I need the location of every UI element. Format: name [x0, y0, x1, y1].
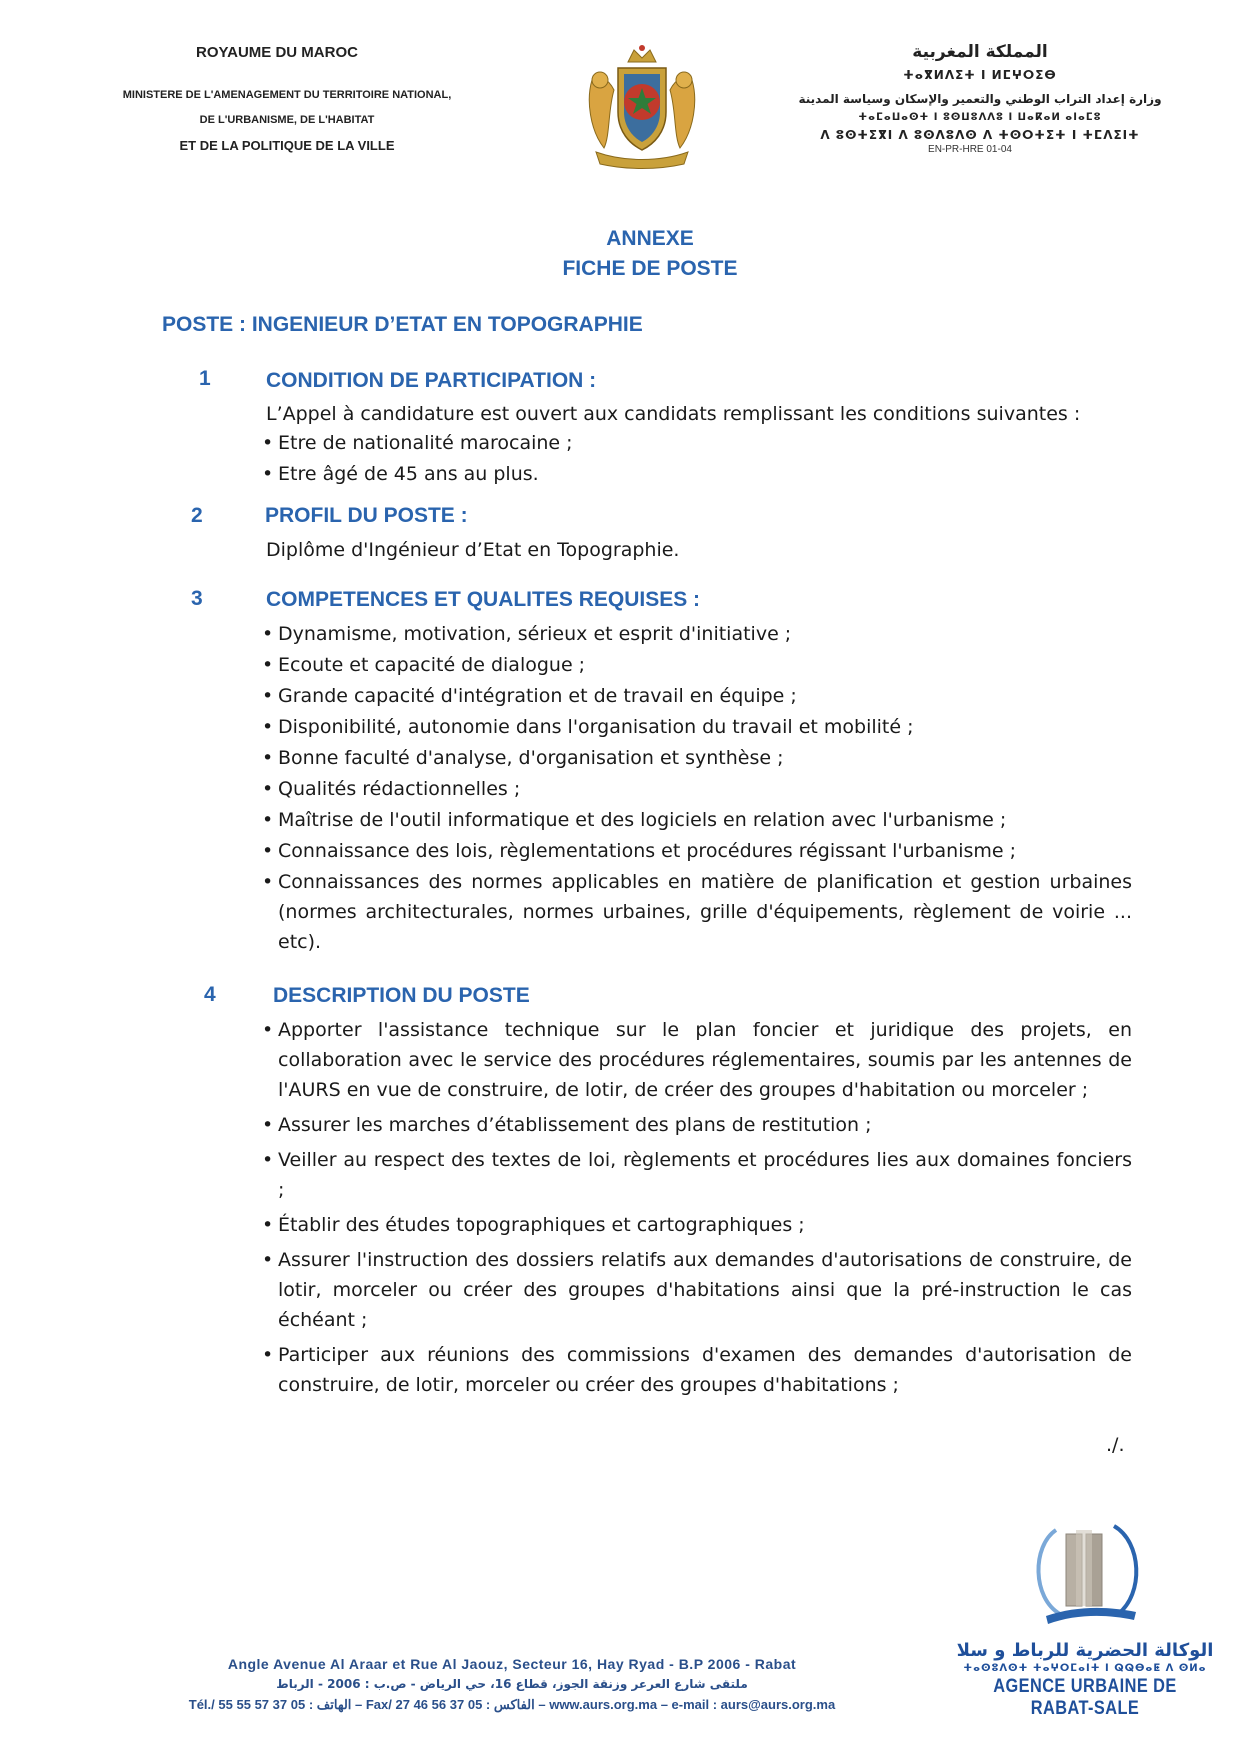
section-2-title: PROFIL DU POSTE : — [265, 504, 468, 527]
list-item: • Etre âgé de 45 ans au plus. — [262, 459, 1132, 489]
fiche-title: FICHE DE POSTE — [562, 257, 738, 280]
agency-logo-icon — [1026, 1516, 1146, 1628]
footer-address-fr: Angle Avenue Al Araar et Rue Al Jaouz, Secteur 16, Hay Ryad - B.P 2006 - Rabat — [227, 1656, 797, 1672]
header-left — [92, 44, 482, 158]
coat-of-arms-icon — [584, 40, 700, 170]
section-4-list — [262, 1015, 1132, 1405]
list-item: • Participer aux réunions des commissions d'examen des demandes d'autorisation de construire, de lotir, morceler ou créer des groupes d'habitations ; — [262, 1340, 1132, 1400]
list-item: • Apporter l'assistance technique sur le plan foncier et juridique des projets, en collaboration avec le service des procédures réglementaires, soumis par les antennes de l'AURS en vue de construire, de lotir, de créer des groupes d'habitation ou morceler ; — [262, 1015, 1132, 1105]
list-item: • Établir des études topographiques et cartographiques ; — [262, 1210, 1132, 1240]
header-right — [770, 42, 1190, 155]
section-1-list — [262, 428, 1132, 490]
document-reference: EN-PR-HRE 01-04 — [928, 144, 1012, 155]
ministry-tifinagh-1: ⵜⴰⵎⴰⵡⴰⵙⵜ ⵏ ⵓⵙⵡⵓⴷⴷⵓ ⵏ ⵡⴰⴽⴰⵍ ⴰⵏⴰⵎⵓ — [858, 112, 1102, 123]
list-item: • Assurer l'instruction des dossiers relatifs aux demandes d'autorisations de construire, de lotir, morceler ou créer des groupes d'habitations ainsi que la pré-instruction le cas échéant ; — [262, 1245, 1132, 1335]
section-3-list — [262, 619, 1132, 958]
kingdom-ar: المملكة المغربية — [912, 42, 1048, 62]
section-1-intro: L’Appel à candidature est ouvert aux candidats remplissant les conditions suivantes : — [266, 403, 1081, 425]
poste-title: POSTE : INGENIEUR D’ETAT EN TOPOGRAPHIE — [162, 313, 643, 336]
list-item: • Maîtrise de l'outil informatique et des logiciels en relation avec l'urbanisme ; — [262, 805, 1132, 835]
footer-address-ar: ملتقى شارع العرعر وزنقة الجوز، قطاع 16، حي الرياض - ص.ب : 2006 - الرباط — [276, 1677, 748, 1691]
ministry-line-2: DE L'URBANISME, DE L'HABITAT — [199, 114, 375, 126]
ministry-ar: وزارة إعداد التراب الوطني والتعمير والإسكان وسياسة المدينة — [798, 92, 1162, 106]
footer — [92, 1656, 932, 1713]
agency-name-tifinagh: ⵜⴰⵙⵓⴷⵙⵜ ⵜⴰⵖⵔⵎⴰⵏⵜ ⵏ ⵕⵕⴱⴰⵟ ⴷ ⵙⵍⴰ — [963, 1663, 1207, 1674]
list-item: • Connaissance des lois, règlementations et procédures régissant l'urbanisme ; — [262, 836, 1132, 866]
ministry-line-1: MINISTERE DE L'AMENAGEMENT DU TERRITOIRE NATIONAL, — [122, 89, 452, 101]
list-item: • Qualités rédactionnelles ; — [262, 774, 1132, 804]
list-item: • Connaissances des normes applicables en matière de planification et gestion urbaines (normes architecturales, normes urbaines, grille d'équipements, règlement de voirie ... etc). — [262, 867, 1132, 957]
kingdom-fr: ROYAUME DU MAROC — [196, 44, 358, 61]
continuation-mark: ./. — [1106, 1434, 1125, 1456]
kingdom-tifinagh: ⵜⴰⴳⵍⴷⵉⵜ ⵏ ⵍⵎⵖⵔⵉⴱ — [903, 68, 1057, 82]
section-1-title: CONDITION DE PARTICIPATION : — [266, 369, 597, 392]
section-2-text: Diplôme d'Ingénieur d’Etat en Topographie. — [266, 539, 680, 561]
agency-name — [955, 1640, 1215, 1720]
list-item: • Etre de nationalité marocaine ; — [262, 428, 1132, 458]
list-item: • Veiller au respect des textes de loi, règlements et procédures lies aux domaines fonciers ; — [262, 1145, 1132, 1205]
ministry-line-3: ET DE LA POLITIQUE DE LA VILLE — [179, 138, 395, 153]
section-3-number: 3 — [191, 587, 203, 610]
list-item: • Dynamisme, motivation, sérieux et esprit d'initiative ; — [262, 619, 1132, 649]
agency-name-ar: الوكالة الحضرية للرباط و سلا — [956, 1640, 1214, 1661]
ministry-tifinagh-2: ⴷ ⵓⵙⵜⵉⴳⵏ ⴷ ⵓⵙⴷⵓⴷⵙ ⴷ ⵜⵙⵔⵜⵉⵜ ⵏ ⵜⵎⴷⵉⵏⵜ — [820, 128, 1140, 142]
agency-name-fr: AGENCE URBAINE DE RABAT-SALE — [993, 1676, 1177, 1719]
list-item: • Ecoute et capacité de dialogue ; — [262, 650, 1132, 680]
list-item: • Grande capacité d'intégration et de travail en équipe ; — [262, 681, 1132, 711]
list-item: • Disponibilité, autonomie dans l'organisation du travail et mobilité ; — [262, 712, 1132, 742]
footer-contact: Tél./ الهاتف : 05 37 57 55 55 – Fax/ الفاكس : 05 37 56 46 27 – www.aurs.org.ma – e-mail : aurs@aurs.org.ma — [188, 1697, 836, 1712]
section-4-title: DESCRIPTION DU POSTE — [273, 984, 530, 1007]
section-4-number: 4 — [204, 983, 216, 1006]
annexe-title: ANNEXE — [606, 227, 694, 250]
list-item: • Assurer les marches d’établissement des plans de restitution ; — [262, 1110, 1132, 1140]
section-3-title: COMPETENCES ET QUALITES REQUISES : — [266, 588, 701, 611]
list-item: • Bonne faculté d'analyse, d'organisation et synthèse ; — [262, 743, 1132, 773]
section-1-number: 1 — [199, 367, 211, 390]
section-2-number: 2 — [191, 504, 203, 527]
ministry-fr — [92, 83, 482, 158]
